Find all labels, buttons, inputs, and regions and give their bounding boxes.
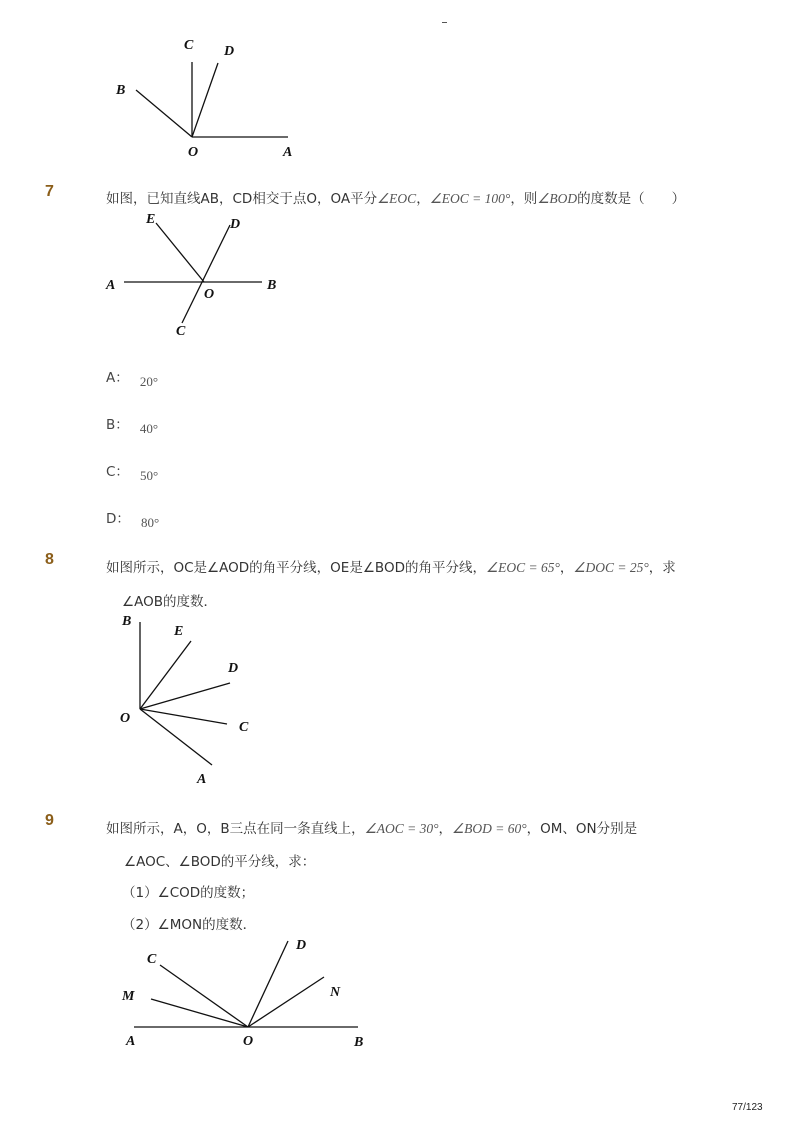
label-c: C (184, 38, 194, 53)
q9-text-b: ，OM、ON分别是 (526, 821, 638, 837)
ray-oa (140, 709, 212, 765)
q7-option-b-value: 40° (139, 421, 159, 436)
label-n: N (330, 985, 341, 1000)
q7-option-b[interactable] (106, 413, 159, 436)
ray-od (192, 63, 218, 137)
label-d: D (230, 217, 241, 232)
q8-figure (110, 608, 270, 788)
label-d: D (224, 44, 235, 59)
q9-math-1: ∠AOC = 30° (364, 821, 439, 836)
question-8-text (106, 556, 676, 576)
label-o: O (243, 1034, 254, 1049)
ray-oe (156, 223, 204, 282)
q7-text-b: ，则 (510, 191, 538, 207)
question-number-7: 7 (45, 183, 54, 200)
q8-sep-1: ， (559, 560, 574, 576)
label-a: A (283, 145, 293, 160)
question-number-9: 9 (45, 812, 54, 829)
label-e: E (174, 624, 184, 639)
q7-math-2: ∠EOC = 100° (429, 191, 511, 206)
label-b: B (122, 614, 132, 629)
top-angle-figure (100, 30, 320, 165)
q7-text-a: 如图，已知直线AB，CD相交于点O，OA平分 (106, 191, 378, 207)
line-cd (182, 225, 230, 323)
label-b: B (116, 83, 126, 98)
question-9-sub1: （1）∠COD的度数； (122, 885, 255, 901)
label-a: A (106, 278, 116, 293)
label-c: C (176, 324, 186, 339)
label-o: O (120, 711, 131, 726)
ray-om (151, 999, 248, 1027)
q7-option-d[interactable] (106, 507, 160, 530)
question-9-line2: ∠AOC、∠BOD的平分线，求： (124, 854, 316, 870)
q7-sep-1: ， (416, 191, 430, 207)
ray-oe (140, 641, 191, 709)
q7-option-a-value: 20° (139, 374, 159, 389)
label-b: B (354, 1035, 364, 1050)
question-number-8: 8 (45, 551, 54, 568)
q7-math-3: ∠BOD (537, 191, 578, 206)
q7-option-c-label: C： (106, 464, 129, 480)
q9-math-2: ∠BOD = 60° (452, 821, 527, 836)
q9-figure (110, 930, 380, 1055)
label-d: D (228, 661, 239, 676)
label-o: O (188, 145, 199, 160)
q9-text-a: 如图所示，A，O，B三点在同一条直线上， (106, 821, 365, 837)
label-c: C (239, 720, 249, 735)
label-c: C (147, 952, 157, 967)
q7-text-c: 的度数是（ ） (577, 191, 686, 207)
q8-text-a: 如图所示，OC是∠AOD的角平分线，OE是∠BOD的角平分线， (106, 560, 486, 576)
q8-text-b: ，求 (648, 560, 676, 576)
label-d: D (296, 938, 307, 953)
q7-option-b-label: B： (106, 417, 129, 433)
question-7-text (106, 187, 685, 207)
label-a: A (126, 1034, 136, 1049)
q7-math-1: ∠EOC (377, 191, 417, 206)
q7-option-d-value: 80° (141, 515, 160, 530)
question-9-sub2: （2）∠MON的度数． (122, 917, 257, 933)
ray-ob (136, 90, 192, 137)
question-9-text (106, 817, 637, 837)
q8-math-2: ∠DOC = 25° (573, 560, 649, 575)
label-e: E (146, 212, 156, 227)
label-a: A (197, 772, 207, 787)
label-b: B (267, 278, 277, 293)
ray-oc (140, 709, 227, 724)
q7-option-c-value: 50° (140, 468, 159, 483)
q7-option-c[interactable] (106, 460, 159, 483)
ray-oc (160, 965, 248, 1027)
q7-option-a[interactable] (106, 366, 159, 389)
q7-figure (100, 205, 300, 345)
top-mark (442, 22, 447, 23)
label-o: O (204, 287, 215, 302)
ray-od (140, 683, 230, 709)
q7-option-d-label: D： (106, 511, 130, 527)
q7-option-a-label: A： (106, 370, 129, 386)
page-number: 77/123 (732, 1102, 763, 1113)
label-m: M (122, 989, 135, 1004)
q8-math-1: ∠EOC = 65° (485, 560, 560, 575)
q9-sep-1: ， (438, 821, 452, 837)
question-8-line2: ∠AOB的度数． (122, 594, 217, 610)
